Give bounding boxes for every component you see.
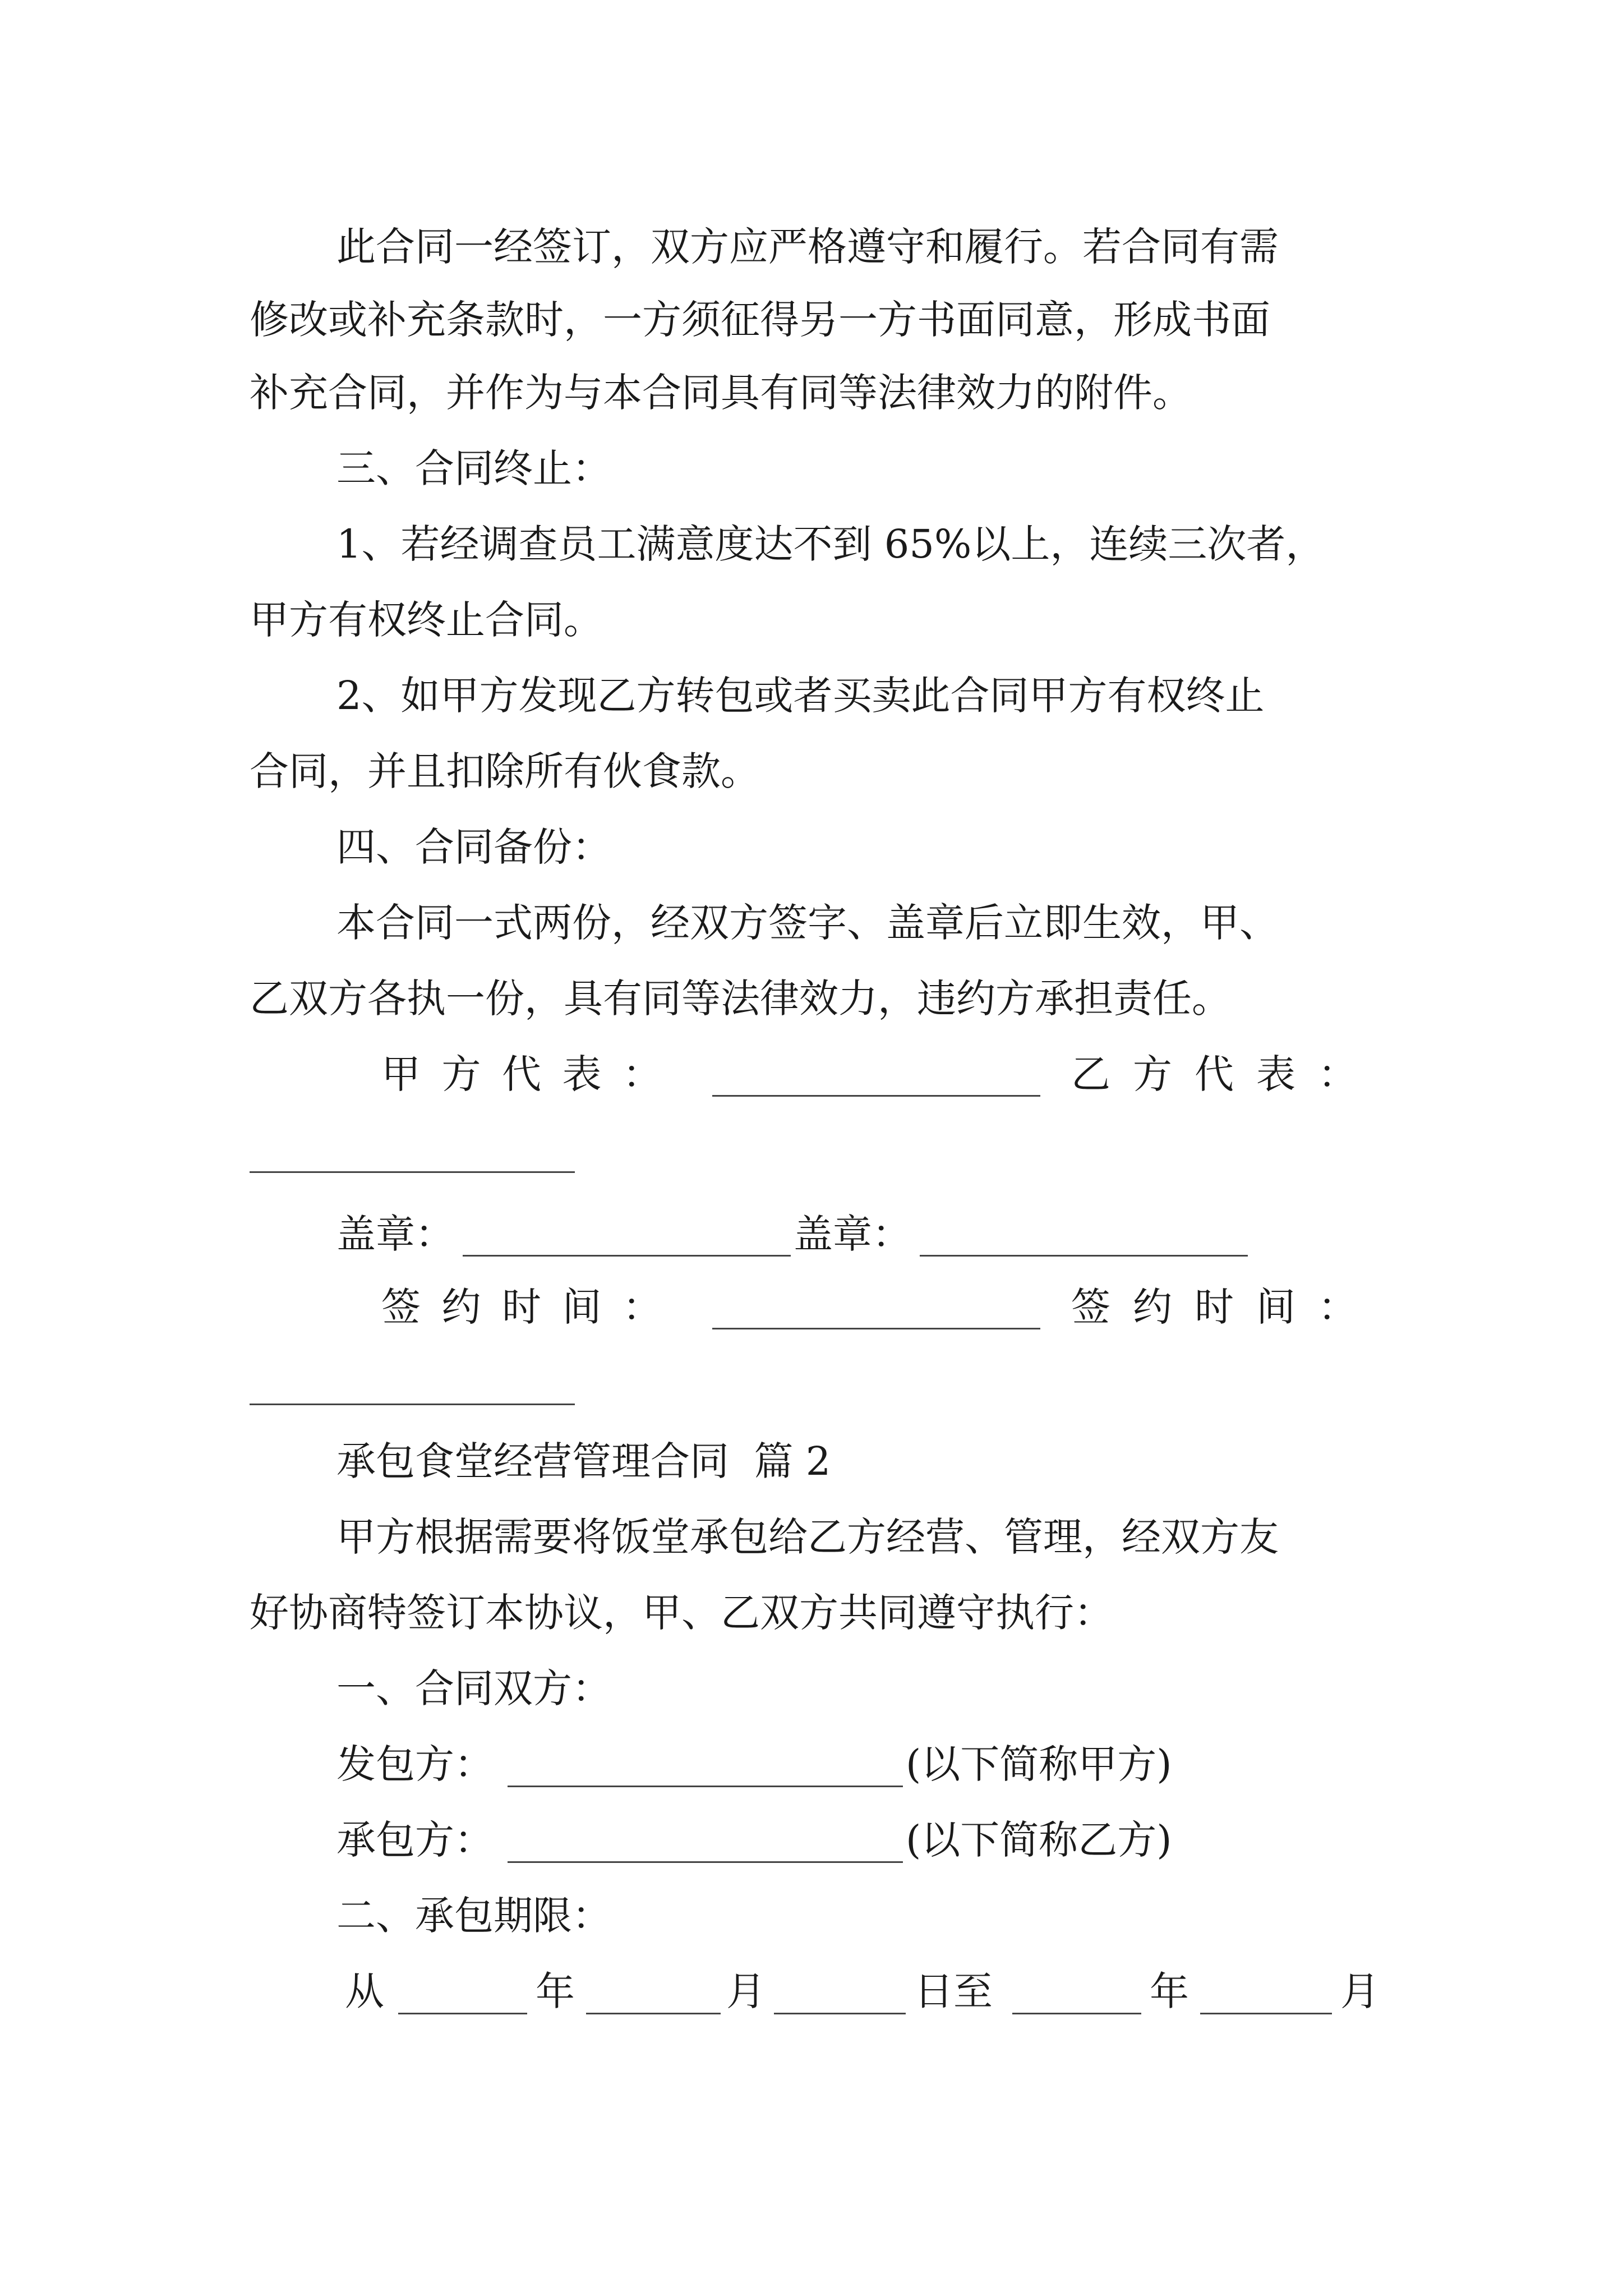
period-month1: 月 <box>726 1968 766 2014</box>
char: 方 <box>441 1051 481 1097</box>
period-month2-blank[interactable] <box>1200 2013 1332 2014</box>
part2-title: 承包食堂经营管理合同 篇 2 <box>336 1438 831 1484</box>
time-a-label <box>381 1279 662 1335</box>
section-heading: 四、合同备份： <box>336 824 611 870</box>
paragraph-line: 本合同一式两份，经双方签字、盖章后立即生效，甲、 <box>336 900 1279 946</box>
char: 代 <box>502 1051 541 1097</box>
period-day1-blank[interactable] <box>774 2013 906 2014</box>
char: 间 <box>1256 1284 1295 1330</box>
issuer-note: (以下简称甲方) <box>906 1741 1172 1787</box>
time-b-label <box>1071 1279 1357 1335</box>
char: ： <box>623 1284 662 1330</box>
paragraph-line: 2、如甲方发现乙方转包或者买卖此合同甲方有权终止 <box>336 673 1265 719</box>
period-day-to: 日至 <box>914 1968 993 2014</box>
paragraph-line: 1、若经调查员工满意度达不到 65%以上，连续三次者， <box>336 521 1325 567</box>
paragraph-line: 甲方根据需要将饭堂承包给乙方经营、管理，经双方友 <box>336 1514 1279 1560</box>
paragraph-line: 修改或补充条款时，一方须征得另一方书面同意，形成书面 <box>250 297 1270 343</box>
paragraph-line: 合同，并且扣除所有伙食款。 <box>250 748 760 794</box>
char: 签 <box>381 1284 421 1330</box>
time-a-blank[interactable] <box>712 1328 1040 1329</box>
party-a-rep-blank[interactable] <box>712 1095 1040 1097</box>
paragraph-line: 乙双方各执一份，具有同等法律效力，违约方承担责任。 <box>250 976 1231 1022</box>
party-b-rep-label <box>1071 1046 1357 1102</box>
period-year2: 年 <box>1150 1968 1189 2014</box>
char: 时 <box>1195 1284 1234 1330</box>
char: 乙 <box>1071 1051 1110 1097</box>
char: 代 <box>1195 1051 1234 1097</box>
period-from: 从 <box>345 1968 384 2014</box>
char: 方 <box>1133 1051 1172 1097</box>
char: 表 <box>1256 1051 1295 1097</box>
char: 表 <box>562 1051 602 1097</box>
char: 约 <box>441 1284 481 1330</box>
contractor-note: (以下简称乙方) <box>906 1817 1172 1863</box>
seal-a-blank[interactable] <box>463 1255 791 1257</box>
seal-b-label: 盖章： <box>794 1211 911 1257</box>
period-year2-blank[interactable] <box>1012 2013 1141 2014</box>
seal-a-label: 盖章： <box>336 1211 454 1257</box>
char: ： <box>1318 1051 1357 1097</box>
char: 时 <box>502 1284 541 1330</box>
party-b-rep-blank[interactable] <box>250 1171 575 1173</box>
section-heading: 三、合同终止： <box>336 445 611 491</box>
contractor-label: 承包方： <box>336 1817 494 1863</box>
char: ： <box>1318 1284 1357 1330</box>
contractor-blank[interactable] <box>508 1861 903 1863</box>
section-heading: 一、合同双方： <box>336 1665 611 1711</box>
period-month1-blank[interactable] <box>586 2013 721 2014</box>
issuer-label: 发包方： <box>336 1741 494 1787</box>
paragraph-line: 补充合同，并作为与本合同具有同等法律效力的附件。 <box>250 370 1192 416</box>
char: 约 <box>1133 1284 1172 1330</box>
char: 签 <box>1071 1284 1110 1330</box>
char: 甲 <box>381 1051 421 1097</box>
paragraph-line: 此合同一经签订，双方应严格遵守和履行。若合同有需 <box>336 224 1279 270</box>
time-b-blank[interactable] <box>250 1404 575 1405</box>
period-year1: 年 <box>536 1968 575 2014</box>
section-heading: 二、承包期限： <box>336 1893 611 1939</box>
issuer-blank[interactable] <box>508 1786 903 1787</box>
char: 间 <box>562 1284 602 1330</box>
period-month2: 月 <box>1340 1968 1380 2014</box>
paragraph-line: 好协商特签订本协议，甲、乙双方共同遵守执行： <box>250 1590 1113 1636</box>
party-a-rep-label <box>381 1046 662 1102</box>
period-year1-blank[interactable] <box>398 2013 527 2014</box>
paragraph-line: 甲方有权终止合同。 <box>250 597 603 643</box>
char: ： <box>623 1051 662 1097</box>
seal-b-blank[interactable] <box>920 1255 1248 1257</box>
